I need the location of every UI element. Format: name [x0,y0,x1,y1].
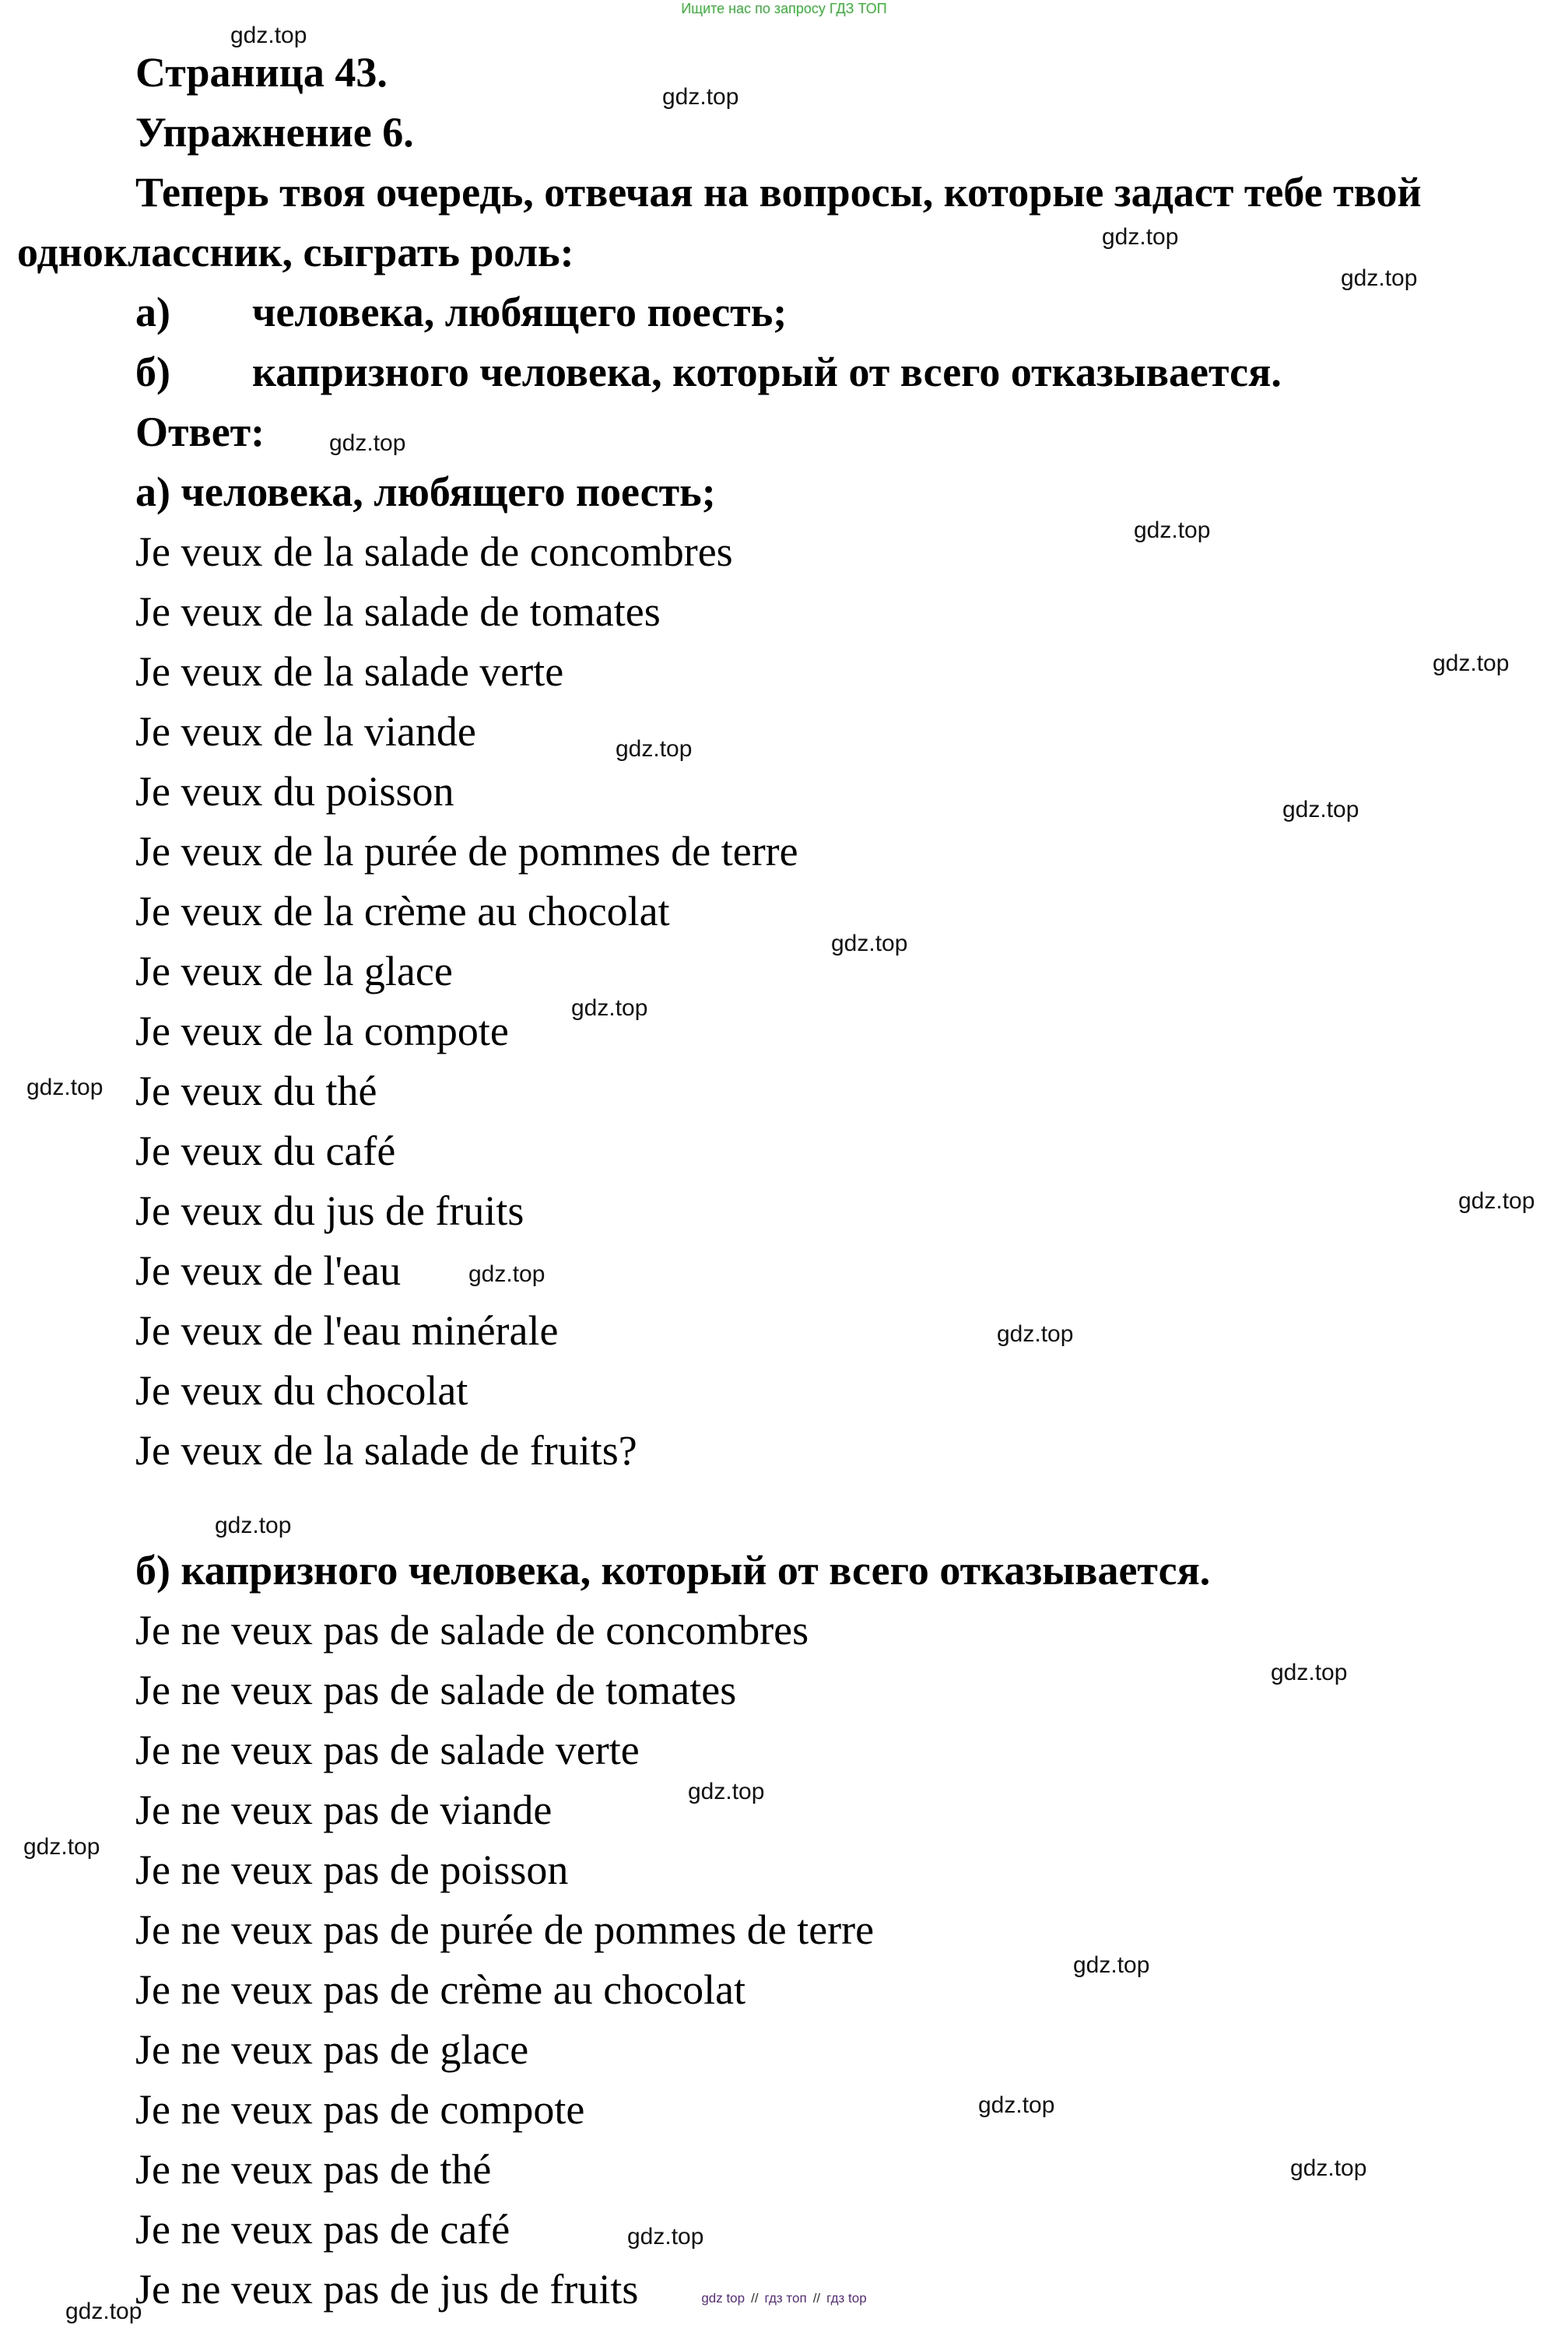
list-item: Je veux de la glace [135,948,453,994]
task-option-a [135,288,787,336]
section-b-heading: б) капризного человека, который от всего отказывается. [135,1547,1211,1594]
watermark: gdz.top [688,1779,765,1804]
page-title: Страница 43. [135,49,388,96]
list-item: Je veux de l'eau minérale [135,1307,559,1354]
list-item: Je ne veux pas de salade verte [135,1727,640,1773]
watermark: gdz.top [1102,224,1179,250]
list-item: Je veux de la crème au chocolat [135,888,670,935]
watermark: gdz.top [662,84,739,110]
search-banner: Ищите нас по запросу ГДЗ ТОП [681,1,887,16]
watermark: gdz.top [65,2299,142,2324]
list-item: Je veux du thé [135,1068,377,1114]
watermark: gdz.top [215,1513,292,1538]
option-a-marker: а) [135,289,170,335]
watermark: gdz.top [616,736,693,762]
list-item: Je ne veux pas de thé [135,2146,492,2193]
footer-link-gdz-top-ru[interactable]: гдз топ [764,2291,807,2306]
footer-link-gdz-top-mixed[interactable]: гдз top [826,2291,867,2306]
list-item: Je veux de l'eau [135,1247,402,1294]
section-a-heading: а) человека, любящего поесть; [135,468,716,515]
list-item: Je ne veux pas de glace [135,2026,529,2073]
option-b-marker: б) [135,349,170,395]
task-option-b [135,348,1282,396]
task-text-line1: Теперь твоя очередь, отвечая на вопросы, которые задаст тебе твой [135,169,1422,216]
watermark: gdz.top [571,995,648,1021]
list-item: Je ne veux pas de crème au chocolat [135,1966,746,2013]
watermark: gdz.top [1134,517,1211,543]
watermark: gdz.top [1290,2155,1367,2181]
watermark: gdz.top [468,1261,545,1287]
footer-separator: // [812,2291,821,2306]
watermark: gdz.top [1073,1952,1150,1978]
watermark: gdz.top [329,430,406,456]
watermark: gdz.top [230,23,307,48]
list-item: Je ne veux pas de purée de pommes de terre [135,1906,875,1953]
list-item: Je veux de la viande [135,708,476,755]
option-b-text: капризного человека, который от всего отказывается. [252,349,1282,395]
list-item: Je veux de la salade de fruits? [135,1427,637,1474]
list-item: Je veux du café [135,1127,396,1174]
footer-link-gdz-top[interactable]: gdz top [701,2291,745,2306]
watermark: gdz.top [26,1075,103,1100]
list-item: Je veux de la salade de concombres [135,528,733,575]
footer-links [0,2291,1568,2306]
list-item: Je veux du poisson [135,768,454,815]
task-text-line2: одноклассник, сыграть роль: [17,229,574,275]
list-item: Je ne veux pas de jus de fruits [135,2266,639,2313]
exercise-title: Упражнение 6. [135,109,414,156]
list-item: Je veux de la purée de pommes de terre [135,828,798,875]
list-item: Je veux de la salade verte [135,648,564,695]
list-item: Je ne veux pas de viande [135,1787,552,1833]
list-item: Je veux de la compote [135,1008,509,1054]
option-a-text: человека, любящего поесть; [252,289,788,335]
watermark: gdz.top [978,2092,1055,2118]
list-item: Je ne veux pas de salade de concombres [135,1607,809,1653]
watermark: gdz.top [831,931,908,956]
watermark: gdz.top [997,1321,1074,1347]
watermark: gdz.top [1282,797,1359,822]
footer-separator: // [751,2291,759,2306]
list-item: Je ne veux pas de salade de tomates [135,1667,737,1713]
watermark: gdz.top [1458,1188,1535,1214]
watermark: gdz.top [627,2224,704,2250]
watermark: gdz.top [1271,1660,1348,1685]
list-item: Je ne veux pas de poisson [135,1846,569,1893]
watermark: gdz.top [1433,651,1510,676]
list-item: Je veux du jus de fruits [135,1187,524,1234]
answer-label: Ответ: [135,409,265,455]
list-item: Je ne veux pas de café [135,2206,510,2253]
list-item: Je ne veux pas de compote [135,2086,585,2133]
watermark: gdz.top [1341,265,1418,291]
list-item: Je veux de la salade de tomates [135,588,661,635]
list-item: Je veux du chocolat [135,1367,468,1414]
watermark: gdz.top [23,1834,100,1860]
